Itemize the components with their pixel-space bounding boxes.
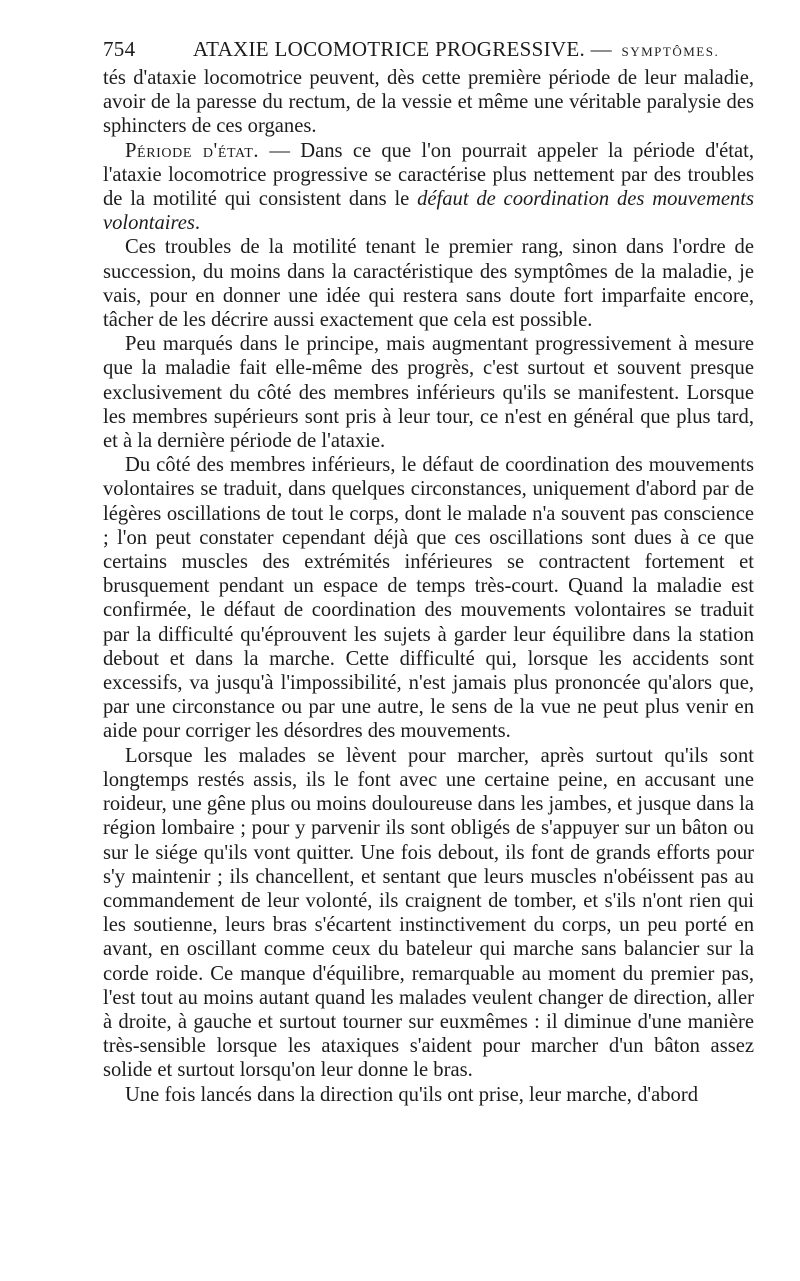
running-section: SYMPTÔMES.: [621, 44, 720, 59]
paragraph: Ces troubles de la motilité tenant le premier rang, sinon dans l'ordre de succession, du moins dans la caractéristique des symptômes de la maladie, je vais, pour en donner une idée qui restera sans doute fort imparfaite encore, tâcher de les décrire aussi exactement que cela est possible.: [103, 236, 754, 332]
paragraph: Du côté des membres inférieurs, le défaut de coordination des mouvements volontaires se traduit, dans quelques circonstances, uniquement d'abord par de légères oscillations de tout le corps, dont le malade n'a souvent pas conscience ; l'on peut constater cependant déjà que ces oscillations sont dues à ce que certains muscles des extrémités inférieures se contractent fortement et brusquement pendant un espace de temps très-court. Quand la maladie est confirmée, le défaut de coordination des mouvements volontaires se traduit par la difficulté qu'éprouvent les sujets à garder leur équilibre dans la station debout et dans la marche. Cette difficulté qui, lorsque les accidents sont excessifs, va jusqu'à l'impossibilité, n'est jamais plus prononcée qu'alors que, par une circonstance ou par une autre, le sens de la vue ne peut plus venir en aide pour corriger les désordres des mouvements.: [103, 454, 754, 743]
paragraph: Peu marqués dans le principe, mais augmentant progressivement à mesure que la maladie fait elle-même des progrès, c'est surtout et souvent presque exclusivement du côté des membres inférieurs qu'ils se manifestent. Lorsque les membres supérieurs sont pris à leur tour, ce n'est en général que plus tard, et à la dernière période de l'ataxie.: [103, 333, 754, 453]
running-head: [103, 34, 754, 64]
header-separator: —: [590, 37, 612, 61]
page-number: 754: [103, 37, 136, 61]
paragraph: Lorsque les malades se lèvent pour marcher, après surtout qu'ils sont longtemps restés assis, ils le font avec une certaine peine, en accusant une roideur, une gêne plus ou moins douloureuse dans les jambes, et jusque dans la région lombaire ; pour y parvenir ils sont obligés de s'appuyer sur un bâton ou sur le siége qu'ils vont quitter. Une fois debout, ils font de grands efforts pour s'y maintenir ; ils chancellent, et sentant que leurs muscles n'obéissent pas au commandement de leur volonté, ils craignent de tomber, et s'ils n'ont rien qui les soutienne, leurs bras s'écartent instinctivement du corps, un peu porté en avant, en oscillant comme ceux du bateleur qui marche sans balancier sur la corde roide. Ce manque d'équilibre, remarquable au moment du premier pas, l'est tout au moins autant quand les malades veulent changer de direction, aller à droite, à gauche et surtout tourner sur euxmêmes : il diminue d'une manière très-sensible lorsque les ataxiques s'aident pour marcher d'un bâton assez solide et surtout lorsqu'on leur donne le bras.: [103, 744, 754, 1082]
running-title: ATAXIE LOCOMOTRICE PROGRESSIVE.: [193, 37, 586, 61]
body-text: [103, 66, 754, 1107]
paragraph: Une fois lancés dans la direction qu'ils ont prise, leur marche, d'abord: [125, 1083, 699, 1106]
section-heading: Période d'état.: [125, 139, 260, 162]
paragraph-periode-etat: Période d'état. — Dans ce que l'on pourrait appeler la période d'état, l'ataxie locomotrice progressive se caractérise plus nettement par des troubles de la motilité qui consistent dans le défaut de coordination des mouvements volontaires.: [103, 139, 754, 235]
emphasis: défaut de coordination des mouvements volontaires: [103, 188, 754, 235]
paragraph: tés d'ataxie locomotrice peuvent, dès cette première période de leur maladie, avoir de la paresse du rectum, de la vessie et même une véritable paralysie des sphincters de ces organes.: [103, 67, 754, 138]
